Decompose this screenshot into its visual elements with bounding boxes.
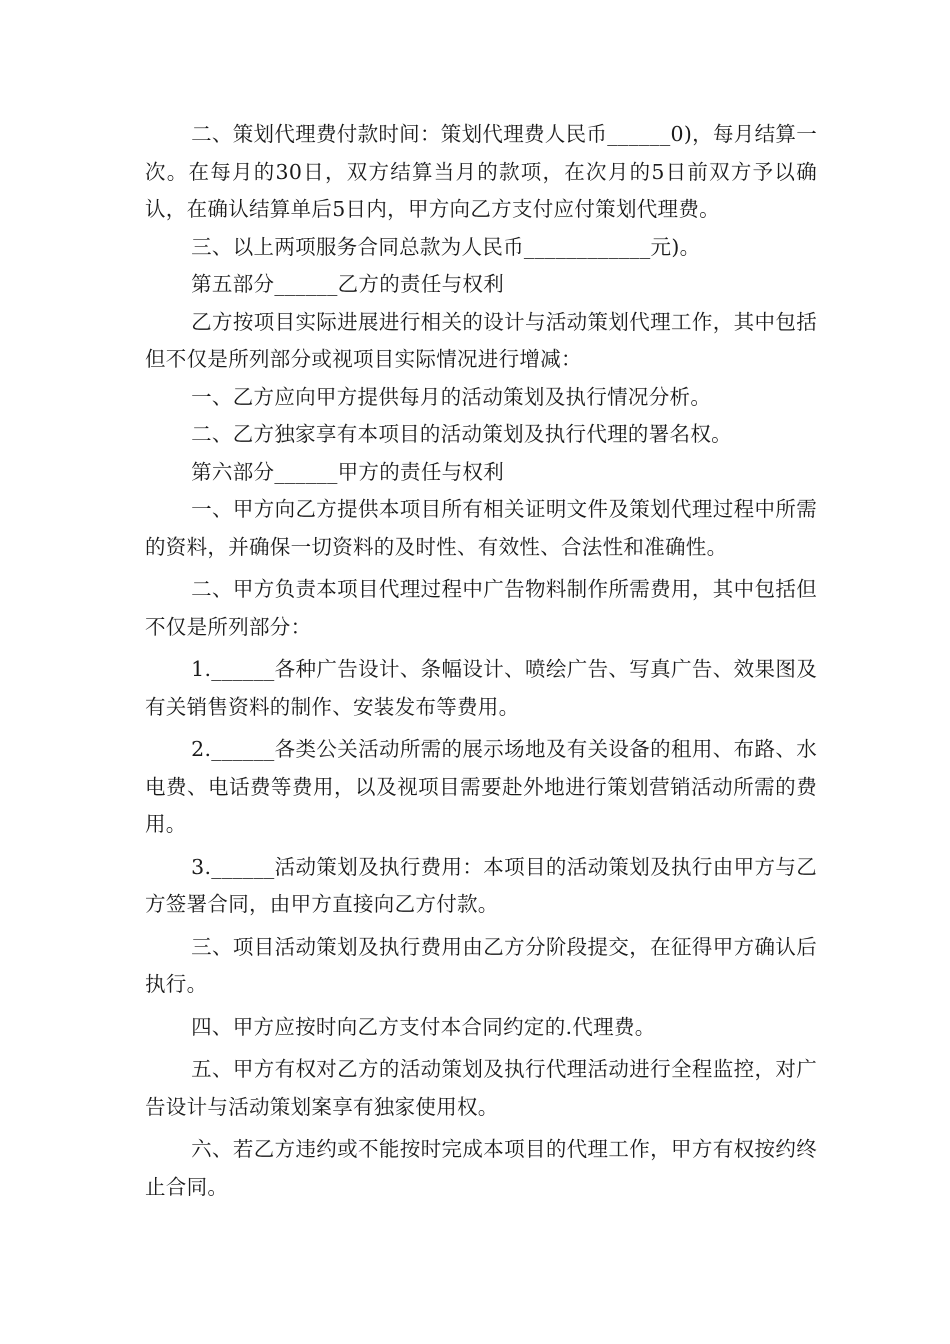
paragraph-party-a-item-3: 三、项目活动策划及执行费用由乙方分阶段提交，在征得甲方确认后执行。	[145, 934, 817, 996]
paragraph-party-b-item-1: 一、乙方应向甲方提供每月的活动策划及执行情况分析。	[191, 384, 712, 409]
paragraph-subitem-3: 3.______活动策划及执行费用：本项目的活动策划及执行由甲方与乙方签署合同，由甲方直接向乙方付款。	[145, 854, 817, 916]
paragraph-party-a-item-6: 六、若乙方违约或不能按时完成本项目的代理工作，甲方有权按约终止合同。	[145, 1137, 817, 1199]
section-heading-part-six: 第六部分______甲方的责任与权利	[191, 459, 505, 484]
paragraph-party-a-item-4: 四、甲方应按时向乙方支付本合同约定的.代理费。	[191, 1014, 656, 1039]
paragraph-party-a-item-2: 二、甲方负责本项目代理过程中广告物料制作所需费用，其中包括但不仅是所列部分：	[145, 577, 817, 639]
paragraph-total-amount: 三、以上两项服务合同总款为人民币____________元)。	[191, 234, 701, 259]
paragraph-party-b-intro: 乙方按项目实际进展进行相关的设计与活动策划代理工作，其中包括但不仅是所列部分或视项目实际情况进行增减：	[145, 309, 817, 371]
paragraph-payment-time: 二、策划代理费付款时间：策划代理费人民币______0)，每月结算一次。在每月的30日，双方结算当月的款项，在次月的5日前双方予以确认，在确认结算单后5日内，甲方向乙方支付应付策划代理费。	[145, 122, 817, 221]
paragraph-subitem-2: 2.______各类公关活动所需的展示场地及有关设备的租用、布路、水电费、电话费等费用，以及视项目需要赴外地进行策划营销活动所需的费用。	[145, 737, 817, 836]
paragraph-subitem-1: 1.______各种广告设计、条幅设计、喷绘广告、写真广告、效果图及有关销售资料的制作、安装发布等费用。	[145, 657, 817, 719]
document-body	[145, 116, 817, 1206]
section-heading-part-five: 第五部分______乙方的责任与权利	[191, 272, 505, 296]
paragraph-party-b-item-2: 二、乙方独家享有本项目的活动策划及执行代理的署名权。	[191, 422, 732, 446]
paragraph-party-a-item-5: 五、甲方有权对乙方的活动策划及执行代理活动进行全程监控，对广告设计与活动策划案享有独家使用权。	[145, 1057, 817, 1119]
paragraph-party-a-item-1: 一、甲方向乙方提供本项目所有相关证明文件及策划代理过程中所需的资料，并确保一切资料的及时性、有效性、合法性和准确性。	[145, 497, 817, 559]
